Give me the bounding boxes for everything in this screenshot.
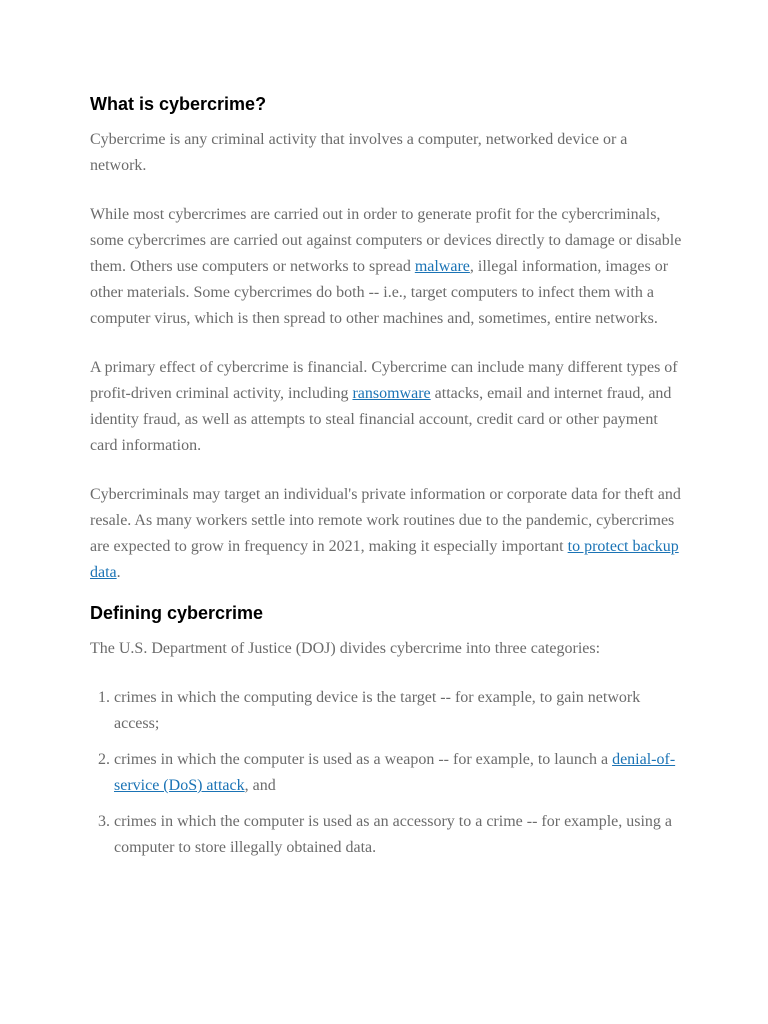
list-item xyxy=(114,747,682,799)
categories-list xyxy=(90,685,682,861)
dos-attack-link[interactable]: denial-of-service (DoS) attack xyxy=(114,751,676,794)
ransomware-link[interactable]: ransomware xyxy=(352,385,431,402)
paragraph-doj-intro: The U.S. Department of Justice (DOJ) divides cybercrime into three categories: xyxy=(90,640,601,657)
list-item-text: crimes in which the computer is used as a weapon -- for example, to launch a xyxy=(114,751,613,768)
article xyxy=(90,90,682,871)
paragraph-profit-and-damage xyxy=(90,202,682,332)
protect-backup-data-link[interactable]: to protect backup data xyxy=(90,538,679,581)
list-item xyxy=(114,685,682,737)
section-heading-what-is-cybercrime: What is cybercrime? xyxy=(90,94,267,114)
paragraph-text: A primary effect of cybercrime is financial. Cybercrime can include many different types of profit-driven criminal activity, including xyxy=(90,359,678,402)
paragraph-financial-effect xyxy=(90,355,682,459)
paragraph-text: While most cybercrimes are carried out in order to generate profit for the cybercriminals, some cybercrimes are carried out against computers or devices directly to damage or disable them. Others use computers or networks to spread xyxy=(90,206,682,275)
section-heading-defining-cybercrime: Defining cybercrime xyxy=(90,603,264,623)
list-item-text: crimes in which the computing device is the target -- for example, to gain network access; xyxy=(114,689,641,732)
paragraph-targets xyxy=(90,482,682,586)
list-item-text: crimes in which the computer is used as an accessory to a crime -- for example, using a computer to store illegally obtained data. xyxy=(114,813,673,856)
paragraph-definition: Cybercrime is any criminal activity that involves a computer, networked device or a network. xyxy=(90,131,628,174)
malware-link[interactable]: malware xyxy=(414,258,470,275)
paragraph-text: , illegal information, images or other materials. Some cybercrimes do both -- i.e., target computers to infect them with a computer virus, which is then spread to other machines and, sometimes, entire networks. xyxy=(90,258,669,327)
paragraph-text: Cybercriminals may target an individual's private information or corporate data for theft and resale. As many workers settle into remote work routines due to the pandemic, cybercrimes are expected to grow in frequency in 2021, making it especially important xyxy=(90,486,681,555)
list-item xyxy=(114,809,682,861)
list-item-text: , and xyxy=(244,777,276,794)
paragraph-text: attacks, email and internet fraud, and identity fraud, as well as attempts to steal financial account, credit card or other payment card information. xyxy=(90,385,672,454)
paragraph-text: . xyxy=(116,564,121,581)
